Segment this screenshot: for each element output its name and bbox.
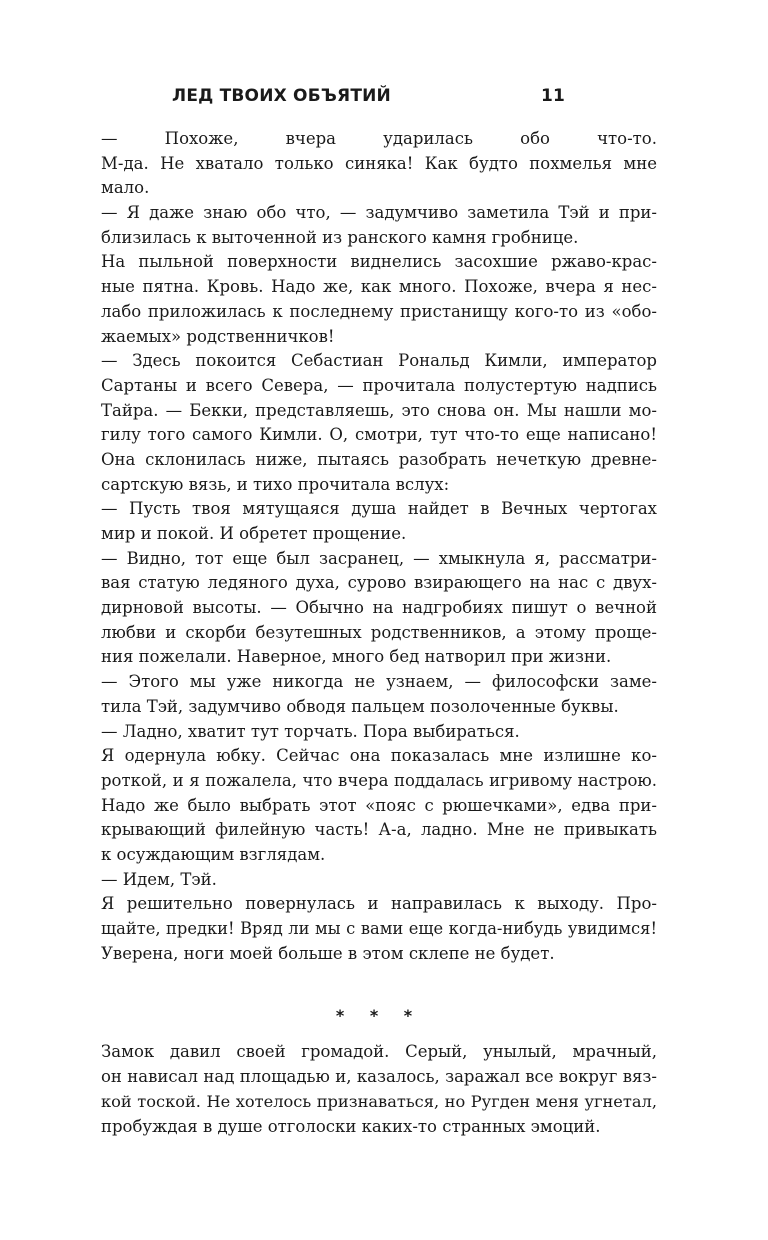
text-line: ния пожелали. Наверное, много бед натворил при жизни.	[101, 647, 612, 667]
text-line: вая статую ледяного духа, сурово взирающего на нас с двух-	[101, 573, 657, 593]
text-line: лабо приложилась к последнему пристанищу кого-то из «обо-	[101, 301, 657, 321]
text-line: роткой, и я пожалела, что вчера поддалась игривому настрою.	[101, 770, 657, 790]
running-header	[0, 86, 768, 110]
text-line: Она склонилась ниже, пытаясь разобрать нечеткую древне-	[101, 449, 657, 469]
text-line: сартскую вязь, и тихо прочитала вслух:	[101, 474, 450, 494]
text-line: мир и покой. И обретет прощение.	[101, 524, 407, 543]
text-line: Замок давил своей громадой. Серый, унылый, мрачный,	[101, 1042, 657, 1062]
body-text	[101, 127, 657, 1139]
text-line: — Похоже, вчера ударилась обо что-то.	[101, 129, 657, 148]
text-line: крывающий филейную часть! А-а, ладно. Мне не привыкать	[101, 820, 657, 840]
text-line: Тайра. — Бекки, представляешь, это снова он. Мы нашли мо-	[101, 400, 657, 420]
text-line: — Здесь покоится Себастиан Рональд Кимли, император	[101, 351, 657, 371]
text-line: ные пятна. Кровь. Надо же, как много. Похоже, вчера я нес-	[101, 277, 657, 297]
text-line: гилу того самого Кимли. О, смотри, тут что-то еще написано!	[101, 425, 657, 445]
text-line: — Я даже знаю обо что, — задумчиво заметила Тэй и при-	[101, 203, 657, 223]
text-line: М-да. Не хватало только синяка! Как будто похмелья мне	[101, 153, 657, 173]
text-line: мало.	[101, 178, 150, 198]
text-line: — Видно, тот еще был засранец, — хмыкнула я, рассматри-	[101, 548, 657, 568]
text-line: Сартаны и всего Севера, — прочитала полустертую надпись	[101, 375, 657, 395]
text-after-break	[101, 1040, 657, 1139]
text-line: щайте, предки! Вряд ли мы с вами еще когда-нибудь увидимся!	[101, 919, 657, 938]
text-line: — Ладно, хватит тут торчать. Пора выбираться.	[101, 721, 520, 741]
text-line: Уверена, ноги моей больше в этом склепе не будет.	[101, 943, 555, 963]
section-break: * * *	[335, 1006, 423, 1026]
text-line: Я одернула юбку. Сейчас она показалась мне излишне ко-	[101, 746, 657, 766]
text-line: тила Тэй, задумчиво обводя пальцем позолоченные буквы.	[101, 696, 619, 716]
text-line: — Идем, Тэй.	[101, 869, 217, 889]
text-line: близилась к выточенной из ранского камня гробнице.	[101, 227, 579, 247]
text-before-break	[101, 127, 657, 966]
text-line: он нависал над площадью и, казалось, заражал все вокруг вяз-	[101, 1067, 657, 1087]
text-line: — Пусть твоя мятущаяся душа найдет в Вечных чертогах	[101, 499, 657, 519]
text-line: дирновой высоты. — Обычно на надгробиях пишут о вечной	[101, 598, 657, 618]
text-line: кой тоской. Не хотелось признаваться, но Ругден меня угнетал,	[101, 1091, 657, 1111]
text-line: — Этого мы уже никогда не узнаем, — философски заме-	[101, 672, 657, 692]
text-line: На пыльной поверхности виднелись засохшие ржаво-крас-	[101, 252, 657, 272]
page-number: 11	[541, 86, 566, 106]
text-line: жаемых» родственничков!	[101, 326, 335, 346]
book-title: ЛЕД ТВОИХ ОБЪЯТИЙ	[172, 86, 391, 106]
text-line: Надо же было выбрать этот «пояс с рюшечками», едва при-	[101, 795, 657, 815]
text-line: любви и скорби безутешных родственников, а этому проще-	[101, 622, 657, 642]
text-line: к осуждающим взглядам.	[101, 844, 326, 864]
text-line: пробуждая в душе отголоски каких-то странных эмоций.	[101, 1116, 601, 1136]
text-line: Я решительно повернулась и направилась к выходу. Про-	[101, 894, 657, 914]
